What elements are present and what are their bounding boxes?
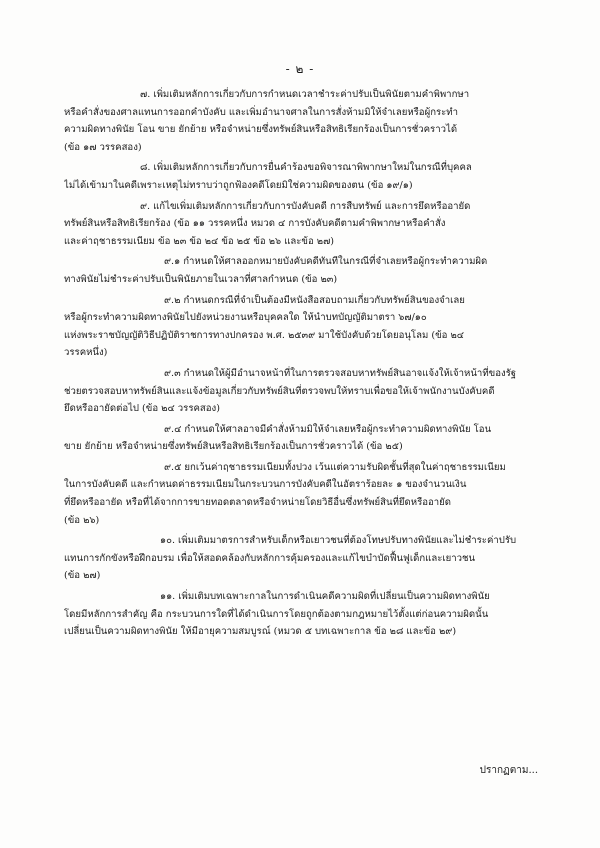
paragraph-line: ๙. แก้ไขเพิ่มเติมหลักการเกี่ยวกับการบังคับคดี การสืบทรัพย์ และการยึดหรืออายัด bbox=[140, 200, 471, 212]
paragraph-line: ทางพินัยไม่ชำระค่าปรับเป็นพินัยภายในเวลาที่ศาลกำหนด (ข้อ ๒๓) bbox=[64, 273, 338, 285]
paragraph-line: โดยมีหลักการสำคัญ คือ กระบวนการใดที่ได้ดำเนินการโดยถูกต้องตามกฎหมายไว้ตั้งแต่ก่อนความผิดนั้น bbox=[64, 608, 489, 620]
paragraph-line: (ข้อ ๒๗) bbox=[64, 570, 101, 582]
paragraph-line: ทรัพย์สินหรือสิทธิเรียกร้อง (ข้อ ๑๑ วรรคหนึ่ง หมวด ๔ การบังคับคดีตามคำพิพากษาหรือคำสั่ง bbox=[64, 218, 446, 230]
paragraph-8 bbox=[64, 159, 564, 194]
paragraph-9-4 bbox=[64, 421, 564, 456]
paragraph-line: และค่าฤชาธรรมเนียม ข้อ ๒๓ ข้อ ๒๔ ข้อ ๒๕ ข้อ ๒๖ และข้อ ๒๗) bbox=[64, 235, 335, 247]
paragraph-9-5 bbox=[64, 459, 564, 529]
paragraph-line: เปลี่ยนเป็นความผิดทางพินัย ให้มีอายุความสมบูรณ์ (หมวด ๕ บทเฉพาะกาล ข้อ ๒๘ และข้อ ๒๙) bbox=[64, 626, 457, 638]
paragraph-line: ขาย ยักย้าย หรือจำหน่ายซึ่งทรัพย์สินหรือสิทธิเรียกร้องเป็นการชั่วคราวได้ (ข้อ ๒๕) bbox=[64, 441, 403, 453]
paragraph-line: ๙.๔ กำหนดให้ศาลอาจมีคำสั่งห้ามมิให้จำเลยหรือผู้กระทำความผิดทางพินัย โอน bbox=[164, 423, 492, 435]
paragraph-line: ในการบังคับคดี และกำหนดค่าธรรมเนียมในกระบวนการบังคับคดีในอัตราร้อยละ ๑ ของจำนวนเงิน bbox=[64, 479, 467, 491]
paragraph-line: ๑๐. เพิ่มเติมมาตรการสำหรับเด็กหรือเยาวชนที่ต้องโทษปรับทางพินัยและไม่ชำระค่าปรับ bbox=[160, 535, 517, 547]
paragraph-line: ความผิดทางพินัย โอน ขาย ยักย้าย หรือจำหน่ายซึ่งทรัพย์สินหรือสิทธิเรียกร้องเป็นการชั่วคราวได้ bbox=[64, 124, 458, 136]
paragraph-line: ๗. เพิ่มเติมหลักการเกี่ยวกับการกำหนดเวลาชำระค่าปรับเป็นพินัยตามคำพิพากษา bbox=[140, 89, 470, 100]
paragraph-line: (ข้อ ๑๗ วรรคสอง) bbox=[64, 141, 142, 153]
page-number: - ๒ - bbox=[285, 62, 315, 76]
paragraph-10 bbox=[64, 532, 564, 585]
paragraph-line: ช่วยตรวจสอบหาทรัพย์สินและแจ้งข้อมูลเกี่ยวกับทรัพย์สินที่ตรวจพบให้ทราบเพื่อขอให้เจ้าพนักงานบังคับคดี bbox=[64, 385, 495, 397]
paragraph-line: ๘. เพิ่มเติมหลักการเกี่ยวกับการยื่นคำร้องขอพิจารณาพิพากษาใหม่ในกรณีที่บุคคล bbox=[140, 162, 472, 174]
paragraph-line: แทนการกักขังหรือฝึกอบรม เพื่อให้สอดคล้องกับหลักการคุ้มครองและแก้ไขบำบัดฟื้นฟูเด็กและเยาวชน bbox=[64, 552, 476, 564]
paragraph-line: ยึดหรืออายัดต่อไป (ข้อ ๒๔ วรรคสอง) bbox=[64, 403, 220, 415]
paragraph-11 bbox=[64, 588, 564, 641]
paragraph-line: วรรคหนึ่ง) bbox=[64, 347, 108, 359]
paragraph-9-3 bbox=[64, 365, 564, 418]
paragraph-9-2 bbox=[64, 292, 564, 362]
paragraph-line: หรือผู้กระทำความผิดทางพินัยไปยังหน่วยงานหรือบุคคลใด ให้นำบทบัญญัติมาตรา ๖๗/๑๐ bbox=[64, 312, 427, 324]
paragraph-9-1 bbox=[64, 253, 564, 288]
document-body bbox=[64, 86, 564, 644]
paragraph-line: แห่งพระราชบัญญัติวิธีปฏิบัติราชการทางปกครอง พ.ศ. ๒๕๓๙ มาใช้บังคับด้วยโดยอนุโลม (ข้อ ๒๔ bbox=[64, 329, 465, 341]
continued-marker: ปรากฏตาม... bbox=[479, 765, 538, 776]
paragraph-7 bbox=[64, 86, 564, 156]
paragraph-9 bbox=[64, 198, 564, 251]
paragraph-line: ไม่ได้เข้ามาในคดีเพราะเหตุไม่ทราบว่าถูกฟ้องคดีโดยมิใช่ความผิดของตน (ข้อ ๑๙/๑) bbox=[64, 179, 413, 191]
paragraph-line: ๙.๒ กำหนดกรณีที่จำเป็นต้องมีหนังสือสอบถามเกี่ยวกับทรัพย์สินของจำเลย bbox=[164, 294, 465, 306]
paragraph-line: ๑๑. เพิ่มเติมบทเฉพาะกาลในการดำเนินคดีความผิดที่เปลี่ยนเป็นความผิดทางพินัย bbox=[160, 591, 490, 603]
paragraph-line: ๙.๑ กำหนดให้ศาลออกหมายบังคับคดีทันทีในกรณีที่จำเลยหรือผู้กระทำความผิด bbox=[164, 256, 488, 268]
paragraph-line: ๙.๕ ยกเว้นค่าฤชาธรรมเนียมทั้งปวง เว้นแต่ความรับผิดชั้นที่สุดในค่าฤชาธรรมเนียม bbox=[164, 461, 506, 473]
paragraph-line: (ข้อ ๒๖) bbox=[64, 514, 100, 526]
paragraph-line: หรือคำสั่งของศาลแทนการออกคำบังคับ และเพิ่มอำนาจศาลในการสั่งห้ามมิให้จำเลยหรือผู้กระทำ bbox=[64, 106, 459, 118]
paragraph-line: ที่ยึดหรืออายัด หรือที่ได้จากการขายทอดตลาดหรือจำหน่ายโดยวิธีอื่นซึ่งทรัพย์สินที่ยึดหรืออายัด bbox=[64, 497, 452, 509]
paragraph-line: ๙.๓ กำหนดให้ผู้มีอำนาจหน้าที่ในการตรวจสอบหาทรัพย์สินอาจแจ้งให้เจ้าหน้าที่ของรัฐ bbox=[164, 367, 517, 379]
